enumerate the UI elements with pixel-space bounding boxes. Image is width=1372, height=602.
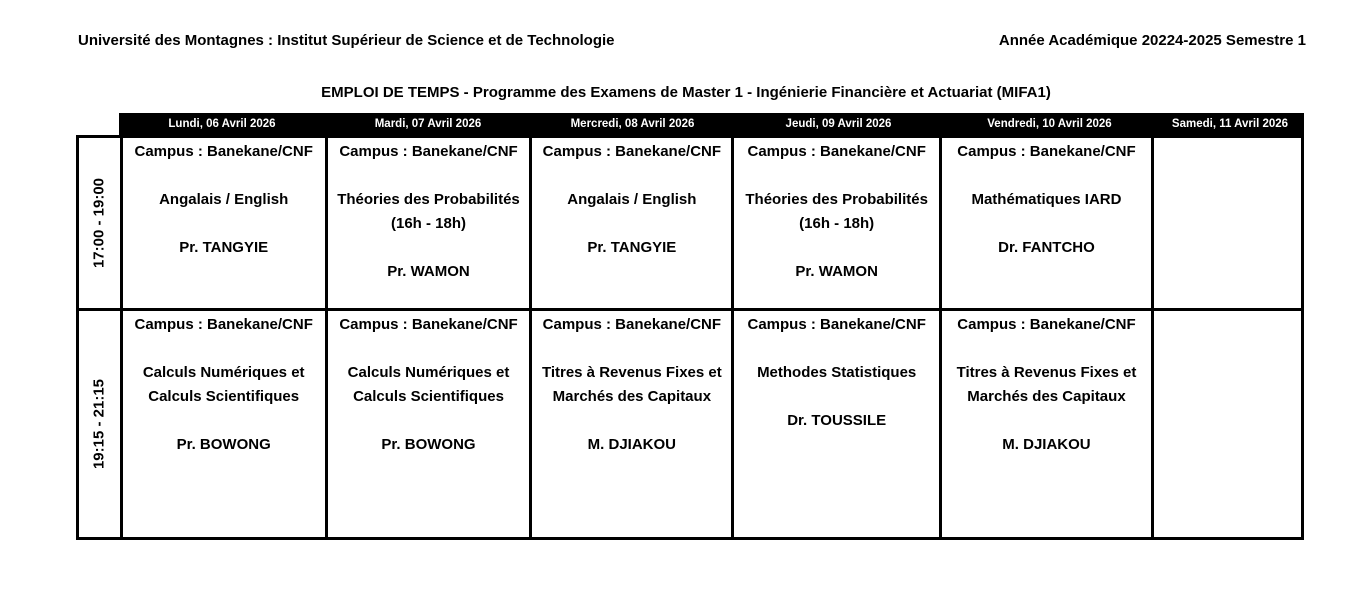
day-header-monday: Lundi, 06 Avril 2026 [168, 118, 276, 130]
teacher-name: Dr. TOUSSILE [787, 412, 887, 429]
course-name: Calculs Numériques et [347, 364, 510, 381]
course-name: Théories des Probabilités [337, 191, 520, 208]
teacher-name: Pr. TANGYIE [587, 239, 677, 256]
teacher-name: Dr. FANTCHO [998, 239, 1095, 256]
campus-label: Campus : Banekane/CNF [542, 143, 722, 160]
campus-label: Campus : Banekane/CNF [339, 143, 518, 160]
course-name: Théories des Probabilités [745, 191, 928, 208]
campus-label: Campus : Banekane/CNF [339, 316, 518, 333]
course-name: Angalais / English [567, 191, 697, 208]
course-name-line2: Calculs Scientifiques [353, 388, 504, 405]
campus-label: Campus : Banekane/CNF [542, 316, 722, 333]
course-name: Mathématiques IARD [971, 191, 1122, 208]
academic-year-header: Année Académique 20224-2025 Semestre 1 [998, 32, 1306, 49]
course-name-line2: Marchés des Capitaux [967, 388, 1126, 405]
schedule-cell [123, 311, 328, 537]
schedule-cell [532, 311, 734, 537]
campus-label: Campus : Banekane/CNF [747, 316, 926, 333]
teacher-name: Pr. BOWONG [381, 436, 476, 453]
teacher-name: M. DJIAKOU [1002, 436, 1091, 453]
day-header-thursday: Jeudi, 09 Avril 2026 [785, 118, 892, 130]
course-name-line2: (16h - 18h) [799, 215, 875, 232]
campus-label: Campus : Banekane/CNF [134, 143, 313, 160]
institution-header: Université des Montagnes : Institut Supérieur de Science et de Technologie [78, 32, 615, 49]
course-name: Methodes Statistiques [757, 364, 917, 381]
time-slot-text: 19:15 - 21:15 [90, 378, 108, 470]
teacher-name: Pr. WAMON [387, 263, 470, 280]
schedule-cell [942, 138, 1154, 308]
schedule-grid [76, 135, 1304, 540]
teacher-name: Pr. TANGYIE [179, 239, 269, 256]
schedule-cell-empty [1154, 138, 1301, 308]
schedule-cell-empty [1154, 311, 1301, 537]
schedule-cell [942, 311, 1154, 537]
campus-label: Campus : Banekane/CNF [747, 143, 926, 160]
teacher-name: Pr. WAMON [795, 263, 878, 280]
day-header-tuesday: Mardi, 07 Avril 2026 [374, 118, 482, 130]
schedule-cell [734, 311, 942, 537]
course-name: Titres à Revenus Fixes et [956, 364, 1137, 381]
day-header-wednesday: Mercredi, 08 Avril 2026 [570, 118, 695, 130]
schedule-cell [328, 311, 533, 537]
schedule-cell [328, 138, 533, 308]
schedule-cell [532, 138, 734, 308]
course-name: Titres à Revenus Fixes et [541, 364, 722, 381]
course-name-line2: Calculs Scientifiques [148, 388, 300, 405]
time-slot-text: 17:00 - 19:00 [90, 177, 108, 269]
campus-label: Campus : Banekane/CNF [134, 316, 313, 333]
schedule-cell [734, 138, 942, 308]
day-header-saturday: Samedi, 11 Avril 2026 [1171, 118, 1289, 130]
time-slot-row [79, 311, 1301, 537]
schedule-cell [123, 138, 328, 308]
course-name: Calculs Numériques et [142, 364, 305, 381]
schedule-title: EMPLOI DE TEMPS - Programme des Examens de Master 1 - Ingénierie Financière et Actuariat (MIFA1) [321, 84, 1051, 101]
teacher-name: M. DJIAKOU [587, 436, 677, 453]
time-slot-row [79, 138, 1301, 311]
campus-label: Campus : Banekane/CNF [957, 316, 1136, 333]
time-slot-label [79, 311, 123, 537]
day-header-row [119, 113, 1304, 135]
campus-label: Campus : Banekane/CNF [957, 143, 1136, 160]
day-header-friday: Vendredi, 10 Avril 2026 [987, 118, 1112, 130]
teacher-name: Pr. BOWONG [176, 436, 271, 453]
course-name: Angalais / English [159, 191, 289, 208]
course-name-line2: (16h - 18h) [391, 215, 467, 232]
course-name-line2: Marchés des Capitaux [552, 388, 712, 405]
time-slot-label [79, 138, 123, 308]
